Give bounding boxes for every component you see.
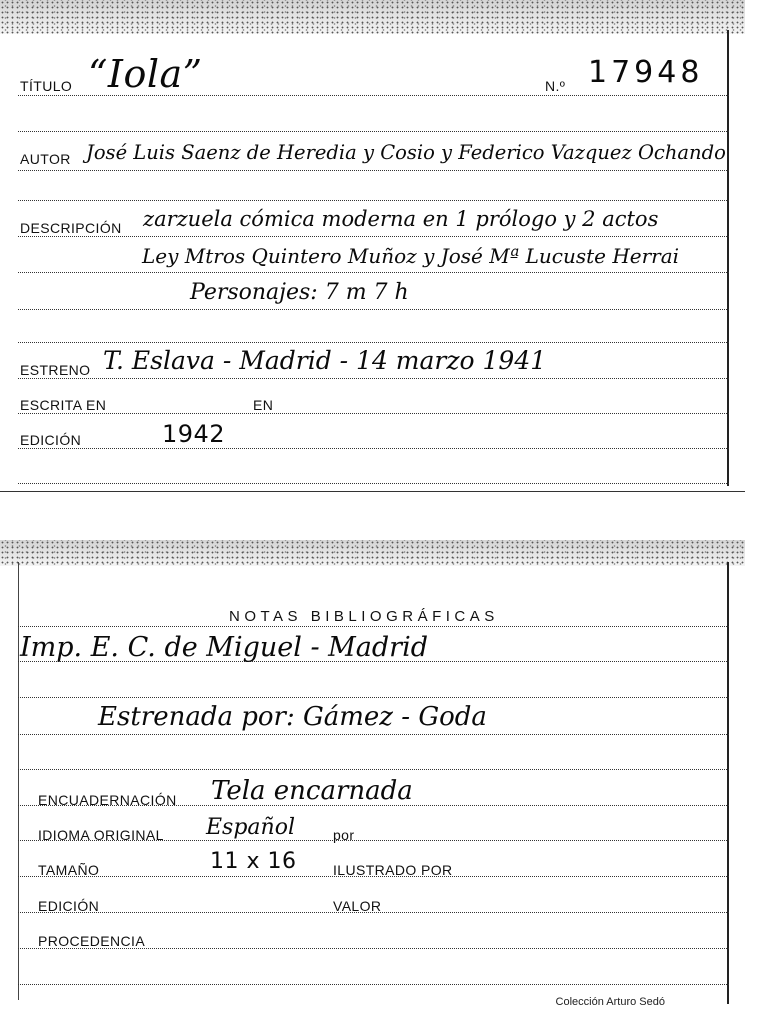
tamano-label: TAMAÑO [38,862,100,878]
dotted-rule [18,170,729,171]
dotted-rule [18,413,729,414]
procedencia-label: PROCEDENCIA [38,933,146,949]
dotted-rule [18,309,729,310]
edicion-label: EDICIÓN [38,898,100,914]
card-right-border [727,562,729,1004]
edicion-label: EDICIÓN [20,432,82,448]
descripcion-line2: Ley Mtros Quintero Muñoz y José Mª Lucuste Herrai [142,244,680,268]
descripcion-line3: Personajes: 7 m 7 h [190,280,409,305]
dotted-rule [18,769,729,770]
dotted-rule [18,734,729,735]
idioma-label: IDIOMA ORIGINAL [38,827,164,843]
en-label: EN [253,397,274,413]
estreno-value: T. Eslava - Madrid - 14 marzo 1941 [103,346,547,375]
dotted-rule [18,697,729,698]
dotted-rule [18,236,729,237]
encuadernacion-value: Tela encarnada [211,776,413,806]
card-left-border [18,562,19,1000]
estreno-label: ESTRENO [20,362,91,378]
notas-heading: NOTAS BIBLIOGRÁFICAS [229,608,499,625]
card-bottom-rule [0,491,745,492]
dotted-rule [18,131,729,132]
nota-line2: Estrenada por: Gámez - Goda [98,702,487,732]
descripcion-line1: zarzuela cómica moderna en 1 prólogo y 2 actos [143,207,659,231]
dotted-rule [18,378,729,379]
numero-value: 17948 [588,55,704,90]
collection-credit: Colección Arturo Sedó [555,996,665,1008]
valor-label: VALOR [333,898,382,914]
tamano-value: 11 x 16 [210,849,297,874]
escrita-en-label: ESCRITA EN [20,397,107,413]
dotted-rule [18,626,729,627]
autor-label: AUTOR [20,151,71,167]
dotted-rule [18,448,729,449]
titulo-label: TÍTULO [20,78,73,94]
card-torn-edge [0,0,745,34]
dotted-rule [18,483,729,484]
titulo-value: “Iola” [88,52,203,96]
nota-line1: Imp. E. C. de Miguel - Madrid [20,632,429,663]
idioma-value: Español [206,815,295,840]
dotted-rule [18,984,729,985]
encuadernacion-label: ENCUADERNACIÓN [38,792,177,808]
por-label: por [333,827,355,843]
dotted-rule [18,342,729,343]
card-torn-edge [0,540,745,566]
descripcion-label: DESCRIPCIÓN [20,220,122,236]
autor-value: José Luis Saenz de Heredia y Cosio y Federico Vazquez Ochando [86,141,726,164]
card-right-border [727,30,729,486]
ilustrado-label: ILUSTRADO POR [333,862,453,878]
catalog-card-bottom [0,540,745,1010]
catalog-card-top [0,0,745,492]
numero-label: N.º [545,78,566,94]
dotted-rule [18,272,729,273]
dotted-rule [18,200,729,201]
edicion-value: 1942 [162,420,226,448]
